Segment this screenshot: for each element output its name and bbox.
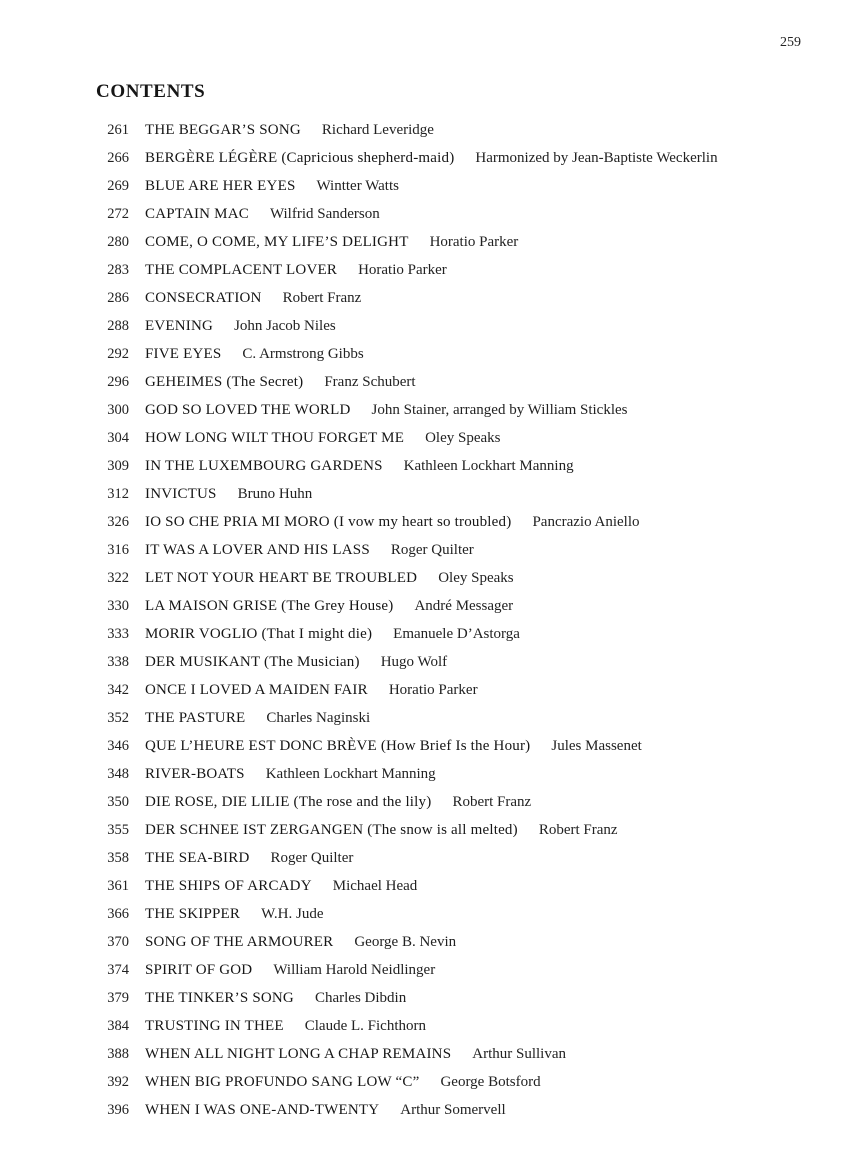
entry-title: HOW LONG WILT THOU FORGET ME xyxy=(145,430,405,446)
toc-entry xyxy=(103,396,843,424)
entry-composer: Kathleen Lockhart Manning xyxy=(265,766,436,782)
page-number: 259 xyxy=(780,35,801,50)
entry-title: TRUSTING IN THEE xyxy=(145,1018,284,1034)
toc-entry xyxy=(103,788,843,816)
toc-entry xyxy=(103,1040,843,1068)
entry-title: THE COMPLACENT LOVER xyxy=(145,262,338,278)
entry-page-number: 370 xyxy=(107,934,129,950)
toc-entry xyxy=(103,620,843,648)
entry-page-number: 269 xyxy=(107,178,129,194)
entry-composer: Charles Naginski xyxy=(266,710,371,726)
entry-composer: André Messager xyxy=(414,598,514,614)
toc-entry xyxy=(103,508,843,536)
entry-composer: W.H. Jude xyxy=(261,906,324,922)
toc-entry xyxy=(103,676,843,704)
toc-entry xyxy=(103,928,843,956)
entry-page-number: 316 xyxy=(107,542,129,558)
entry-title: THE BEGGAR’S SONG xyxy=(145,122,301,138)
entry-composer: Wilfrid Sanderson xyxy=(269,206,380,222)
entry-composer: Robert Franz xyxy=(538,822,618,838)
entry-composer: Arthur Somervell xyxy=(400,1102,506,1118)
entry-composer: Franz Schubert xyxy=(324,374,416,390)
toc-entry xyxy=(103,900,843,928)
entry-page-number: 348 xyxy=(107,766,129,782)
toc-entry xyxy=(103,116,843,144)
entry-title: CONSECRATION xyxy=(145,290,262,306)
toc-entry xyxy=(103,984,843,1012)
entry-composer: Pancrazio Aniello xyxy=(532,514,640,530)
entry-title: THE SKIPPER xyxy=(145,906,241,922)
entry-composer: Wintter Watts xyxy=(316,178,399,194)
entry-title: FIVE EYES xyxy=(145,346,222,362)
entry-page-number: 280 xyxy=(107,234,129,250)
toc-entry xyxy=(103,872,843,900)
toc-entry xyxy=(103,368,843,396)
entry-title: DER MUSIKANT (The Musician) xyxy=(145,654,360,670)
entry-title: ONCE I LOVED A MAIDEN FAIR xyxy=(145,682,368,698)
entry-title: LA MAISON GRISE (The Grey House) xyxy=(145,598,394,614)
entry-page-number: 388 xyxy=(107,1046,129,1062)
entry-composer: Kathleen Lockhart Manning xyxy=(403,458,574,474)
entry-composer: John Stainer, arranged by William Stickles xyxy=(371,402,628,418)
entry-title: WHEN I WAS ONE-AND-TWENTY xyxy=(145,1102,380,1118)
contents-heading: CONTENTS xyxy=(96,81,206,102)
toc-entry xyxy=(103,704,843,732)
entry-page-number: 283 xyxy=(107,262,129,278)
entry-title: WHEN ALL NIGHT LONG A CHAP REMAINS xyxy=(145,1046,452,1062)
entry-title: QUE L’HEURE EST DONC BRÈVE (How Brief Is the Hour) xyxy=(145,738,531,754)
toc-entry xyxy=(103,144,843,172)
entry-title: RIVER-BOATS xyxy=(145,766,245,782)
entry-composer: Horatio Parker xyxy=(429,234,519,250)
entry-composer: John Jacob Niles xyxy=(234,318,336,334)
entry-title: EVENING xyxy=(145,318,214,334)
entry-page-number: 288 xyxy=(107,318,129,334)
entry-composer: Oley Speaks xyxy=(438,570,514,586)
entry-composer: Charles Dibdin xyxy=(314,990,407,1006)
entry-page-number: 272 xyxy=(107,206,129,222)
toc-entry xyxy=(103,340,843,368)
entry-title: THE SEA-BIRD xyxy=(145,850,250,866)
entry-page-number: 342 xyxy=(107,682,129,698)
entry-composer: George B. Nevin xyxy=(354,934,457,950)
entry-page-number: 366 xyxy=(107,906,129,922)
entry-page-number: 286 xyxy=(107,290,129,306)
entry-composer: Oley Speaks xyxy=(425,430,501,446)
entry-title: DER SCHNEE IST ZERGANGEN (The snow is all melted) xyxy=(145,822,518,838)
entry-title: COME, O COME, MY LIFE’S DELIGHT xyxy=(145,234,409,250)
contents-list xyxy=(103,116,843,1124)
toc-entry xyxy=(103,480,843,508)
entry-title: IO SO CHE PRIA MI MORO (I vow my heart so troubled) xyxy=(145,514,512,530)
entry-composer: Jules Massenet xyxy=(551,738,642,754)
entry-composer: William Harold Neidlinger xyxy=(273,962,436,978)
entry-composer: Roger Quilter xyxy=(270,850,354,866)
entry-composer: Robert Franz xyxy=(452,794,532,810)
entry-title: WHEN BIG PROFUNDO SANG LOW “C” xyxy=(145,1074,420,1090)
entry-title: IN THE LUXEMBOURG GARDENS xyxy=(145,458,383,474)
entry-page-number: 261 xyxy=(107,122,129,138)
entry-page-number: 338 xyxy=(107,654,129,670)
toc-entry xyxy=(103,564,843,592)
entry-title: INVICTUS xyxy=(145,486,217,502)
entry-composer: Roger Quilter xyxy=(390,542,474,558)
entry-title: MORIR VOGLIO (That I might die) xyxy=(145,626,373,642)
entry-title: SONG OF THE ARMOURER xyxy=(145,934,334,950)
entry-composer: Claude L. Fichthorn xyxy=(304,1018,426,1034)
toc-entry xyxy=(103,256,843,284)
entry-composer: Horatio Parker xyxy=(388,682,478,698)
entry-composer: Arthur Sullivan xyxy=(472,1046,566,1062)
entry-page-number: 384 xyxy=(107,1018,129,1034)
toc-entry xyxy=(103,200,843,228)
toc-entry xyxy=(103,1012,843,1040)
toc-entry xyxy=(103,1068,843,1096)
entry-page-number: 309 xyxy=(107,458,129,474)
entry-composer: Richard Leveridge xyxy=(321,122,434,138)
toc-entry xyxy=(103,424,843,452)
toc-entry xyxy=(103,1096,843,1124)
entry-page-number: 304 xyxy=(107,430,129,446)
entry-page-number: 358 xyxy=(107,850,129,866)
entry-composer: Hugo Wolf xyxy=(380,654,448,670)
entry-composer: Michael Head xyxy=(332,878,418,894)
entry-page-number: 322 xyxy=(107,570,129,586)
entry-composer: George Botsford xyxy=(440,1074,541,1090)
toc-entry xyxy=(103,536,843,564)
entry-page-number: 350 xyxy=(107,794,129,810)
entry-title: CAPTAIN MAC xyxy=(145,206,249,222)
entry-composer: Harmonized by Jean-Baptiste Weckerlin xyxy=(475,150,718,166)
entry-title: SPIRIT OF GOD xyxy=(145,962,253,978)
entry-title: GOD SO LOVED THE WORLD xyxy=(145,402,351,418)
entry-page-number: 396 xyxy=(107,1102,129,1118)
entry-title: THE TINKER’S SONG xyxy=(145,990,294,1006)
toc-entry xyxy=(103,732,843,760)
entry-page-number: 352 xyxy=(107,710,129,726)
entry-title: THE SHIPS OF ARCADY xyxy=(145,878,312,894)
entry-page-number: 392 xyxy=(107,1074,129,1090)
toc-entry xyxy=(103,956,843,984)
entry-page-number: 312 xyxy=(107,486,129,502)
entry-page-number: 361 xyxy=(107,878,129,894)
entry-composer: Bruno Huhn xyxy=(237,486,313,502)
entry-composer: C. Armstrong Gibbs xyxy=(242,346,364,362)
toc-entry xyxy=(103,284,843,312)
entry-page-number: 292 xyxy=(107,346,129,362)
entry-page-number: 266 xyxy=(107,150,129,166)
toc-entry xyxy=(103,844,843,872)
entry-page-number: 346 xyxy=(107,738,129,754)
toc-entry xyxy=(103,452,843,480)
entry-title: BLUE ARE HER EYES xyxy=(145,178,296,194)
entry-page-number: 296 xyxy=(107,374,129,390)
entry-title: DIE ROSE, DIE LILIE (The rose and the lily) xyxy=(145,794,432,810)
toc-entry xyxy=(103,592,843,620)
entry-page-number: 300 xyxy=(107,402,129,418)
toc-entry xyxy=(103,172,843,200)
entry-page-number: 333 xyxy=(107,626,129,642)
entry-title: IT WAS A LOVER AND HIS LASS xyxy=(145,542,370,558)
entry-title: GEHEIMES (The Secret) xyxy=(145,374,304,390)
toc-entry xyxy=(103,816,843,844)
entry-title: BERGÈRE LÉGÈRE (Capricious shepherd-maid) xyxy=(145,150,455,166)
entry-page-number: 379 xyxy=(107,990,129,1006)
entry-composer: Horatio Parker xyxy=(358,262,447,278)
entry-composer: Robert Franz xyxy=(282,290,362,306)
toc-entry xyxy=(103,312,843,340)
toc-entry xyxy=(103,648,843,676)
entry-title: LET NOT YOUR HEART BE TROUBLED xyxy=(145,570,418,586)
entry-page-number: 326 xyxy=(107,514,129,530)
toc-entry xyxy=(103,228,843,256)
entry-page-number: 330 xyxy=(107,598,129,614)
entry-page-number: 355 xyxy=(107,822,129,838)
entry-page-number: 374 xyxy=(107,962,129,978)
entry-composer: Emanuele D’Astorga xyxy=(393,626,520,642)
entry-title: THE PASTURE xyxy=(145,710,246,726)
toc-entry xyxy=(103,760,843,788)
